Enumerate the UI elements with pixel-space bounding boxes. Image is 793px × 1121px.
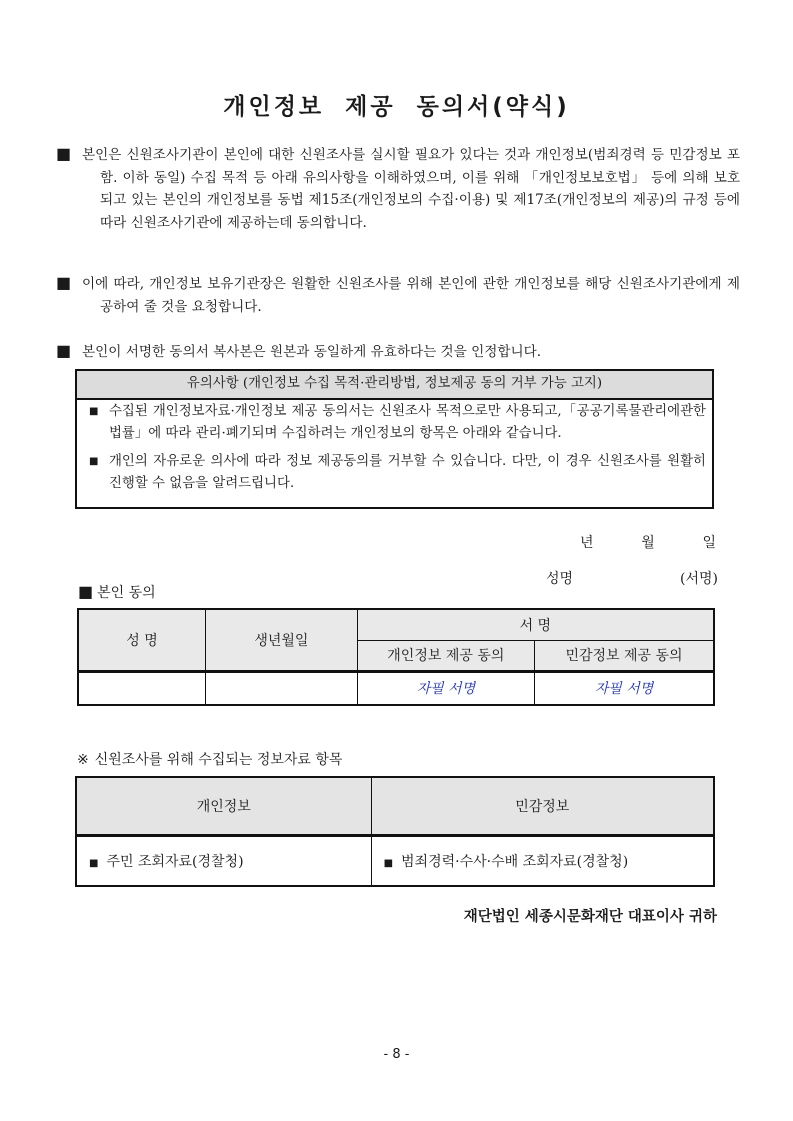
consent-section-label (78, 582, 156, 602)
year-label: 년 (580, 535, 594, 551)
sensitive-info-text: 범죄경력·수사·수배 조회자료(경찰청) (401, 854, 629, 870)
sensitive-info-item (371, 836, 714, 887)
day-label: 일 (702, 535, 716, 551)
consent-section-text: 본인 동의 (97, 585, 156, 601)
notice-header: 유의사항 (개인정보 수집 목적·관리방법, 정보제공 동의 거부 가능 고지) (77, 371, 712, 400)
notice-item (77, 451, 712, 495)
paragraph-text: 본인은 신원조사기관이 본인에 대한 신원조사를 실시할 필요가 있다는 것과 개인정보(범죄경력 등 민감정보 포함. 이하 동일) 수집 목적 등 아래 유의사항을 이해하였으며, 이를 위해 「개인정보보호법」 등에 의해 보호되고 있는 본인의 개인정보를 동법 제15조(개인정보의 수집·이용) 및 제17조(개인정보의 제공)의 규정 등에 따라 신원조사기관에 제공하는데 동의합니다. (82, 147, 740, 231)
paragraph-consent: ■ 본인은 신원조사기관이 본인에 대한 신원조사를 실시할 필요가 있다는 것과 개인정보(범죄경력 등 민감정보 포함. 이하 동일) 수집 목적 등 아래 유의사항을 이해하였으며, 이를 위해 「개인정보보호법」 등에 의해 보호되고 있는 본인의 개인정보를 동법 제15조(개인정보의 수집·이용) 및 제17조(개인정보의 제공)의 규정 등에 따라 신원조사기관에 제공하는데 동의합니다. (56, 144, 740, 231)
addressee: 재단법인 세종시문화재단 대표이사 귀하 (463, 909, 717, 925)
page-title: 개인정보 제공 동의서(약식) (223, 94, 570, 120)
reference-mark-icon: ※ (77, 752, 89, 768)
personal-signature-cell[interactable]: 자필 서명 (357, 671, 534, 705)
birthdate-cell[interactable] (206, 671, 358, 705)
paragraph-text: 본인이 서명한 동의서 복사본은 원본과 동일하게 유효하다는 것을 인정합니다. (82, 344, 542, 360)
header-personal-consent: 개인정보 제공 동의 (357, 640, 534, 671)
header-name: 성 명 (78, 609, 206, 671)
signature-line (546, 568, 718, 588)
header-sensitive-consent: 민감정보 제공 동의 (535, 640, 714, 671)
name-cell[interactable] (78, 671, 206, 705)
collected-items-table (75, 776, 715, 887)
small-square-bullet-icon: ■ (89, 406, 99, 417)
notice-item (77, 401, 712, 445)
paragraph-copy-validity: ■ 본인이 서명한 동의서 복사본은 원본과 동일하게 유효하다는 것을 인정합니다. (56, 341, 542, 360)
page-number: - 8 - (383, 1047, 410, 1062)
small-square-bullet-icon: ■ (383, 858, 394, 869)
notice-item-text: 개인의 자유로운 의사에 따라 정보 제공동의를 거부할 수 있습니다. 다만, 이 경우 신원조사를 원활히 진행할 수 없음을 알려드립니다. (109, 454, 706, 491)
personal-info-item (76, 836, 371, 887)
date-line (580, 532, 716, 552)
personal-info-text: 주민 조회자료(경찰청) (106, 854, 244, 870)
items-section-text: 신원조사를 위해 수집되는 정보자료 항목 (94, 752, 343, 768)
sign-label: (서명) (680, 571, 718, 587)
notice-item-text: 수집된 개인정보자료·개인정보 제공 동의서는 신원조사 목적으로만 사용되고,「공공기록물관리에관한법률」에 따라 관리·폐기되며 수집하려는 개인정보의 항목은 아래와 같습니다. (109, 404, 706, 441)
header-sensitive-info: 민감정보 (371, 777, 714, 836)
paragraph-text: 이에 따라, 개인정보 보유기관장은 원활한 신원조사를 위해 본인에 관한 개인정보를 해당 신원조사기관에게 제공하여 줄 것을 요청합니다. (82, 276, 740, 315)
month-label: 월 (641, 535, 655, 551)
paragraph-request: ■ 이에 따라, 개인정보 보유기관장은 원활한 신원조사를 위해 본인에 관한 개인정보를 해당 신원조사기관에게 제공하여 줄 것을 요청합니다. (56, 273, 740, 315)
notice-box (75, 369, 714, 509)
header-birthdate: 생년월일 (206, 609, 358, 671)
sensitive-signature-cell[interactable]: 자필 서명 (535, 671, 714, 705)
header-signature: 서 명 (357, 609, 714, 640)
consent-table (77, 608, 715, 706)
square-bullet-icon: ■ (78, 582, 94, 601)
items-section-label (77, 749, 342, 769)
small-square-bullet-icon: ■ (89, 858, 99, 869)
header-personal-info: 개인정보 (76, 777, 371, 836)
name-label: 성명 (546, 571, 574, 587)
small-square-bullet-icon: ■ (89, 456, 99, 467)
